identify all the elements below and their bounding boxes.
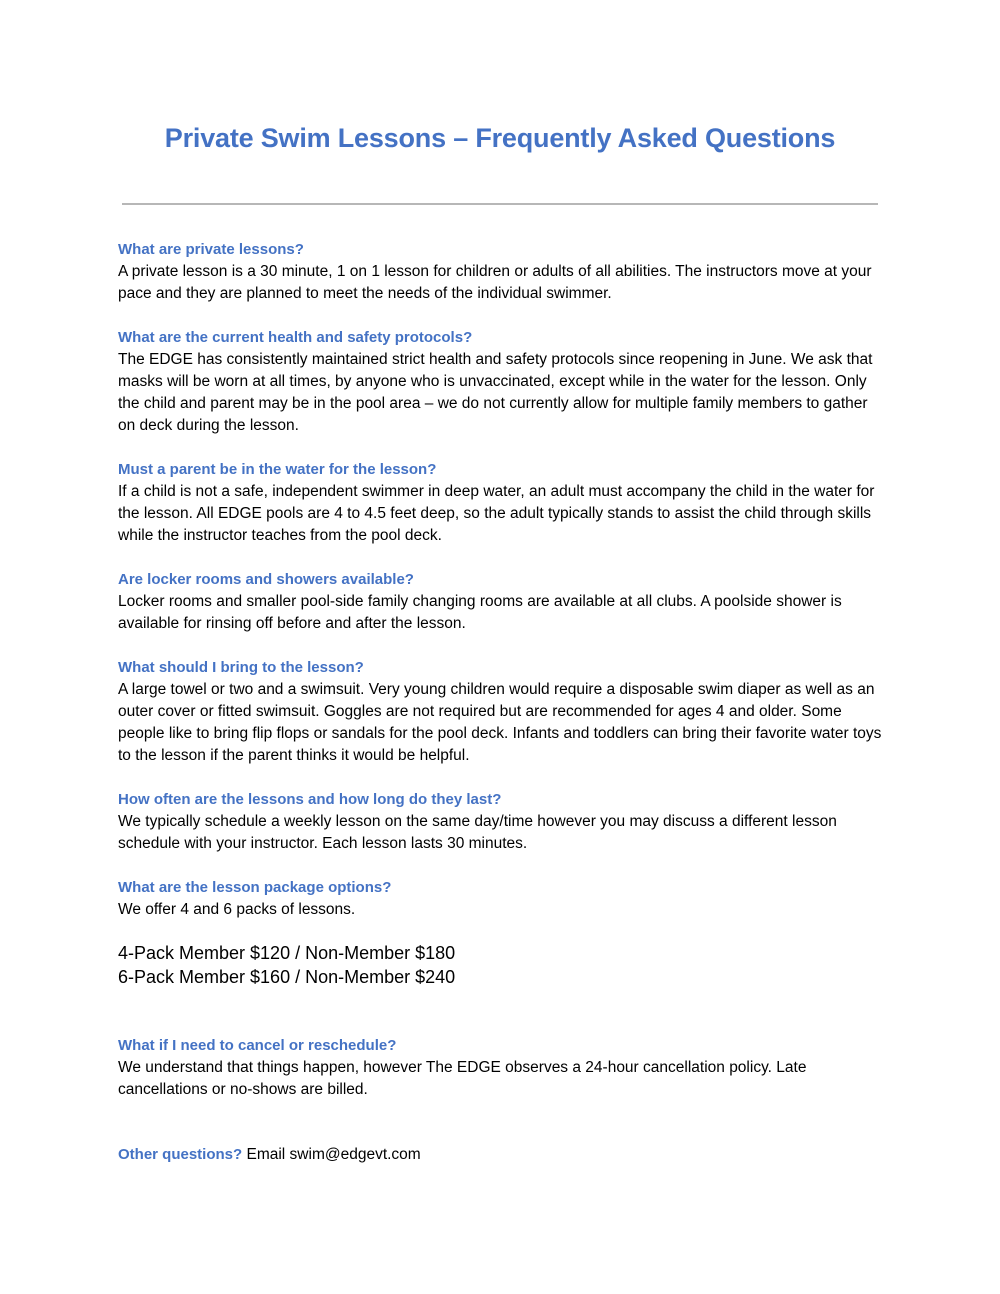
- faq-item-frequency: [118, 789, 888, 855]
- faq-answer: We understand that things happen, however The EDGE observes a 24-hour cancellation policy. Late cancellations or no-shows are billed.: [118, 1059, 807, 1098]
- faq-item-cancel: [118, 1035, 888, 1101]
- package-price-list: [118, 941, 888, 989]
- faq-item-packages: [118, 877, 888, 921]
- faq-question: How often are the lessons and how long do they last?: [118, 791, 502, 808]
- page-title: Private Swim Lessons – Frequently Asked Questions: [164, 123, 836, 153]
- faq-question: What are the current health and safety protocols?: [118, 329, 473, 346]
- faq-content: [118, 239, 888, 1166]
- faq-question: What should I bring to the lesson?: [118, 659, 364, 676]
- faq-item-locker-rooms: [118, 569, 888, 635]
- other-questions-label: Other questions?: [118, 1146, 243, 1163]
- package-price-4-pack: 4-Pack Member $120 / Non-Member $180: [118, 943, 456, 963]
- contact-email-text[interactable]: Email swim@edgevt.com: [242, 1146, 421, 1163]
- faq-answer: Locker rooms and smaller pool-side family changing rooms are available at all clubs. A poolside shower is available for rinsing off before and after the lesson.: [118, 593, 842, 632]
- faq-answer: We offer 4 and 6 packs of lessons.: [118, 901, 356, 918]
- faq-question: Must a parent be in the water for the lesson?: [118, 461, 437, 478]
- faq-answer: If a child is not a safe, independent swimmer in deep water, an adult must accompany the child in the water for the lesson. All EDGE pools are 4 to 4.5 feet deep, so the adult typically stands to assist the child through skills while the instructor teaches from the pool deck.: [118, 483, 875, 544]
- faq-answer: We typically schedule a weekly lesson on the same day/time however you may discuss a different lesson schedule with your instructor. Each lesson lasts 30 minutes.: [118, 813, 837, 852]
- faq-item-private-lessons: [118, 239, 888, 305]
- faq-answer: A large towel or two and a swimsuit. Very young children would require a disposable swim diaper as well as an outer cover or fitted swimsuit. Goggles are not required but are recommended for ages 4 and older. Some people like to bring flip flops or sandals for the pool deck. Infants and toddlers can bring their favorite water toys to the lesson if the parent thinks it would be helpful.: [118, 681, 882, 764]
- faq-answer: A private lesson is a 30 minute, 1 on 1 lesson for children or adults of all abilities. The instructors move at your pace and they are planned to meet the needs of the individual swimmer.: [118, 263, 872, 302]
- faq-question: What are private lessons?: [118, 241, 304, 258]
- other-questions-line: [118, 1144, 888, 1166]
- faq-question: What if I need to cancel or reschedule?: [118, 1037, 397, 1054]
- faq-question: Are locker rooms and showers available?: [118, 571, 414, 588]
- faq-answer: The EDGE has consistently maintained strict health and safety protocols since reopening in June. We ask that masks will be worn at all times, by anyone who is unvaccinated, except while in the water for the lesson. Only the child and parent may be in the pool area – we do not currently allow for multiple family members to gather on deck during the lesson.: [118, 351, 873, 434]
- faq-item-what-to-bring: [118, 657, 888, 767]
- faq-question: What are the lesson package options?: [118, 879, 392, 896]
- faq-item-health-safety: [118, 327, 888, 437]
- faq-item-parent-in-water: [118, 459, 888, 547]
- package-price-6-pack: 6-Pack Member $160 / Non-Member $240: [118, 967, 456, 987]
- title-divider: [122, 203, 878, 205]
